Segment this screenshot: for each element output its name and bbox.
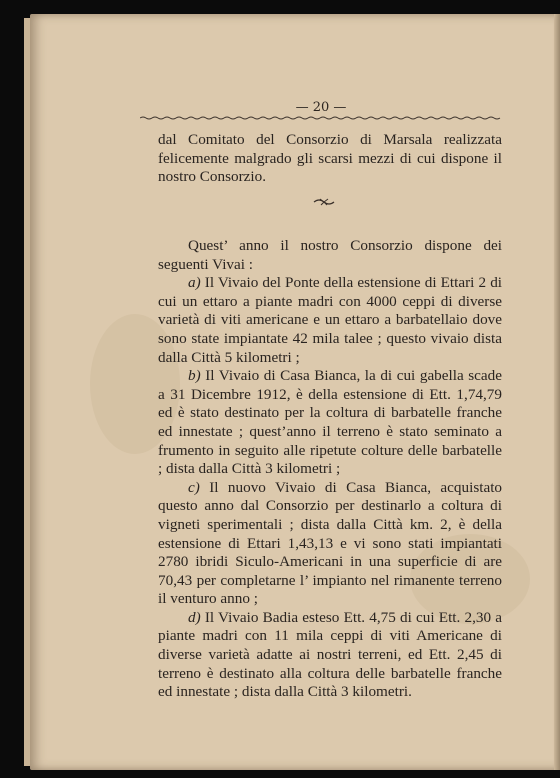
intro-paragraph [158,131,502,187]
page-number: — 20 — [295,100,347,115]
item-letter: c) [188,478,200,496]
item-letter: b) [188,367,201,385]
nursery-list-section [158,237,502,702]
wavy-header-rule [140,116,502,120]
list-item-d [158,609,502,702]
fleuron-ornament-icon [312,194,336,210]
intro-text: dal Comitato del Consorzio di Marsala realizzata felicemente malgrado gli scarsi mezzi di cui dispone il nostro Consorzio. [158,131,502,186]
item-letter: a) [188,274,201,292]
item-text: Il Vivaio di Casa Bianca, la di cui gabella scade a 31 Dicembre 1912, è della estensione di Ett. 1,74,79 ed è stato destinato per la coltura di barbatelle franche ed innestate ; quest’anno il terreno è stato seminato a frumento in seguito alle ripetute colture delle barbatelle ; dista dalla Città 3 kilometri ; [158,367,502,478]
lead-paragraph: Quest’ anno il nostro Consorzio dispone dei seguenti Vivai : [158,237,502,273]
item-letter: d) [188,608,201,626]
page-header [140,100,502,118]
page-right-edge [554,14,560,770]
list-item-a [158,274,502,367]
list-item-c [158,479,502,609]
item-text: Il nuovo Vivaio di Casa Bianca, acquistato questo anno dal Consorzio per destinarlo a coltura di vigneti sperimentali ; dista dalla Città km. 2, è della estensione di Ettari 1,43,13 e vi sono stati impiantati 2780 ibridi Siculo-Americani in una superficie di are 70,43 per completarne l’ impianto nel rimanente terreno il venturo anno ; [158,478,503,608]
item-text: Il Vivaio Badia esteso Ett. 4,75 di cui Ett. 2,30 a piante madri con 11 mila ceppi di viti Americane di diverse varietà adatte ai nostri terreni, ed Ett. 2,45 di terreno è destinato alla coltura delle barbatelle franche ed innestate ; dista dalla Città 3 kilometri. [158,608,503,701]
item-text: Il Vivaio del Ponte della estensione di Ettari 2 di cui un ettaro a piante madri con 4000 ceppi di diverse varietà di viti americane e un ettaro a barbatellaio dove sono state impiantate 42 mila talee ; questo vivaio dista dalla Città 5 kilometri ; [158,274,503,366]
list-item-b [158,367,502,479]
